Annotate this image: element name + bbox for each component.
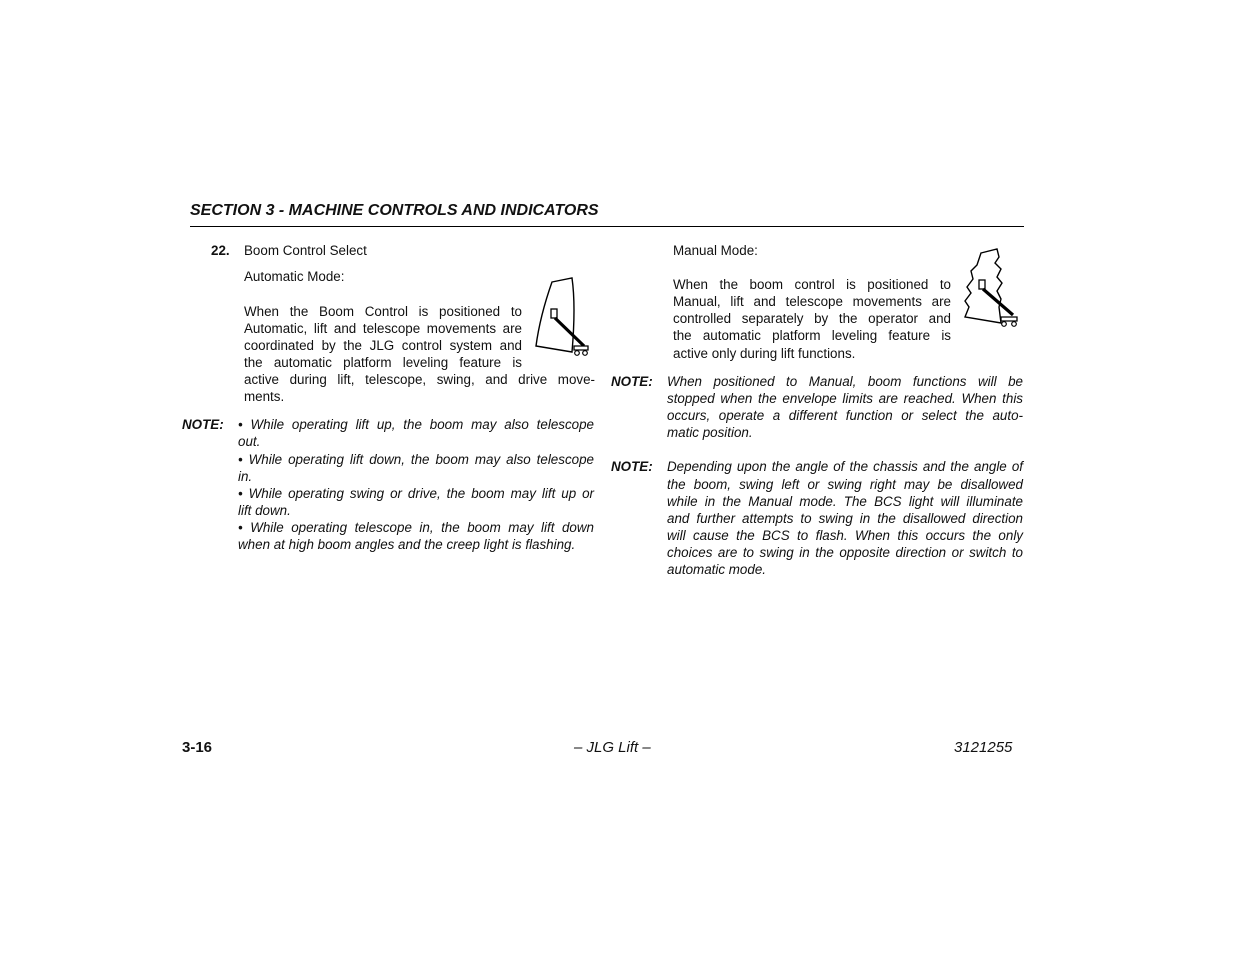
left-note-line-5: • While operating swing or drive, the boom may lift up or — [238, 486, 594, 501]
right-note2-line-3: while in the Manual mode. The BCS light will illuminate — [667, 494, 1023, 509]
manual-line-4: the automatic platform leveling feature is — [673, 328, 951, 343]
manual-line-3: controlled separately by the operator and — [673, 311, 951, 326]
header-rule — [190, 226, 1024, 227]
right-note1-line-1: When positioned to Manual, boom functions will be — [667, 374, 1023, 389]
auto-line-6: ments. — [244, 389, 285, 404]
right-note1-line-4: matic position. — [667, 425, 753, 440]
auto-line-2: Automatic, lift and telescope movements are — [244, 321, 522, 336]
manual-mode-label: Manual Mode: — [673, 243, 758, 258]
auto-line-1: When the Boom Control is positioned to — [244, 304, 522, 319]
page-number: 3-16 — [182, 739, 213, 756]
left-note-line-8: when at high boom angles and the creep light is flashing. — [238, 537, 576, 552]
right-note2-line-1: Depending upon the angle of the chassis and the angle of — [667, 459, 1023, 474]
right-note2-line-7: automatic mode. — [667, 562, 766, 577]
left-note-line-1: • While operating lift up, the boom may also telescope — [238, 417, 594, 432]
left-note-line-3: • While operating lift down, the boom may also telescope — [238, 452, 594, 467]
auto-line-5: active during lift, telescope, swing, and drive move- — [244, 372, 595, 387]
right-note2-line-6: choices are to swing in the opposite direction or switch to — [667, 545, 1023, 560]
item-number: 22. — [211, 243, 230, 258]
manual-line-5: active only during lift functions. — [673, 346, 856, 361]
left-note-label: NOTE: — [182, 417, 224, 432]
automatic-mode-label: Automatic Mode: — [244, 269, 345, 284]
section-title: SECTION 3 - MACHINE CONTROLS AND INDICATORS — [190, 202, 599, 219]
right-note2-label: NOTE: — [611, 459, 653, 474]
right-note1-label: NOTE: — [611, 374, 653, 389]
manual-line-2: Manual, lift and telescope movements are — [673, 294, 951, 309]
left-note-line-2: out. — [238, 434, 261, 449]
left-note-line-7: • While operating telescope in, the boom may lift down — [238, 520, 594, 535]
boom-automatic-mode-icon — [532, 276, 594, 360]
left-note-line-4: in. — [238, 469, 253, 484]
right-note2-line-2: the boom, swing left or swing right may be disallowed — [667, 477, 1023, 492]
right-note1-line-2: stopped when the envelope limits are reached. When this — [667, 391, 1023, 406]
right-note2-line-4: and further attempts to swing in the disallowed direction — [667, 511, 1023, 526]
auto-line-3: coordinated by the JLG control system and — [244, 338, 522, 353]
right-note2-line-5: will cause the BCS to flash. When this occurs the only — [667, 528, 1023, 543]
footer-center-title: – JLG Lift – — [574, 739, 651, 756]
item-title: Boom Control Select — [244, 243, 367, 258]
left-note-line-6: lift down. — [238, 503, 291, 518]
manual-line-1: When the boom control is positioned to — [673, 277, 951, 292]
right-note1-line-3: occurs, operate a different function or select the auto- — [667, 408, 1023, 423]
auto-line-4: the automatic platform leveling feature is — [244, 355, 522, 370]
document-number: 3121255 — [954, 739, 1013, 756]
boom-manual-mode-icon — [961, 247, 1023, 331]
